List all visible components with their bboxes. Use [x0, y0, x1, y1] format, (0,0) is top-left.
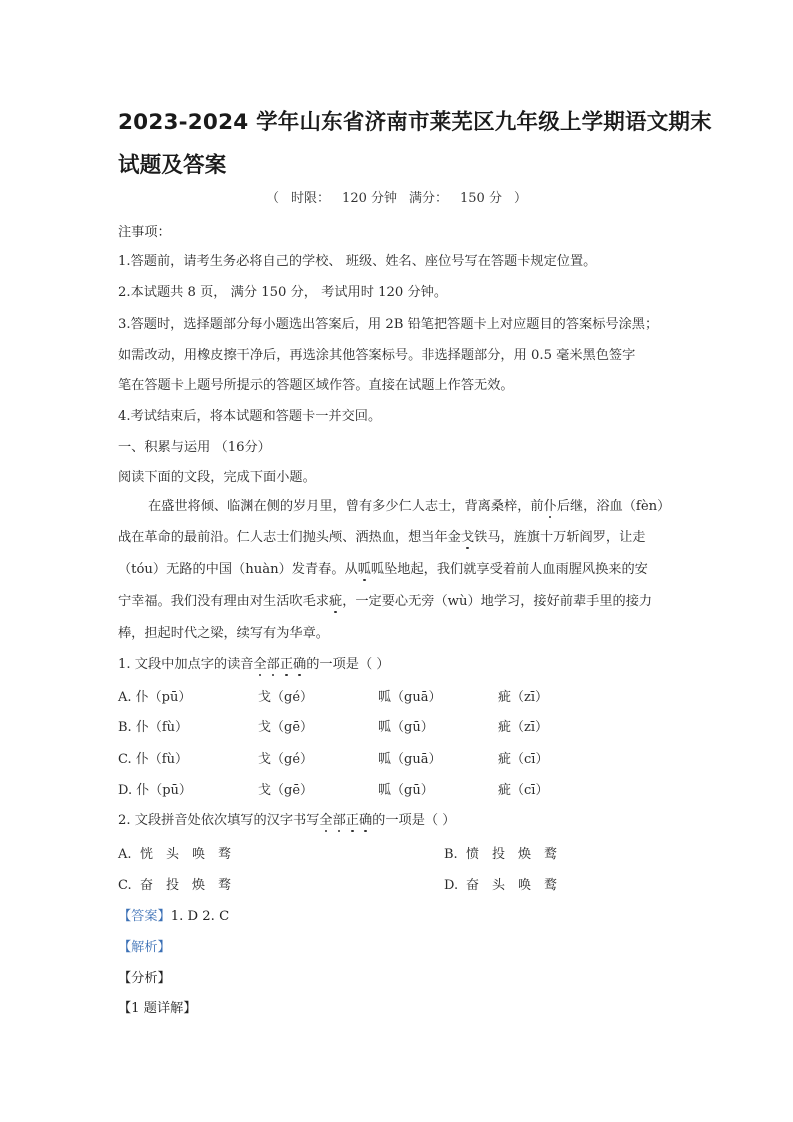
- option-char: 投: [492, 847, 506, 862]
- option-char: 奋: [466, 878, 480, 893]
- passage-text: 宁幸福。我们没有理由对生活吹毛求: [118, 594, 329, 609]
- passage-line-5: 棒，担起时代之梁，续写有为华章。: [118, 626, 329, 641]
- option-label: C.: [118, 752, 132, 767]
- option-label: B.: [444, 847, 458, 862]
- option-char: 头: [492, 878, 506, 893]
- option-item: 仆（pū）: [135, 690, 192, 705]
- q1-option-b-item-2: 戈（gē）: [258, 720, 314, 735]
- passage-line-1: [148, 495, 670, 514]
- option-char: 焕: [192, 878, 206, 893]
- fenxi-label: 【分析】: [118, 971, 171, 986]
- passage-line-2: [118, 526, 646, 545]
- option-label: A.: [118, 847, 132, 862]
- q1-option-d-item-2: 戈（gē）: [258, 783, 314, 798]
- dotted-char: 确: [293, 653, 306, 672]
- full-score-value: 150 分: [460, 191, 502, 206]
- document-title-line-2: 试题及答案: [118, 153, 227, 178]
- question-2-stem: [118, 809, 455, 828]
- question-text: 的一项是（ ）: [372, 813, 456, 828]
- option-char: 愤: [466, 847, 480, 862]
- q1-option-a-item-4: 疵（zī）: [498, 690, 549, 705]
- time-limit-label: 时限：: [291, 191, 331, 206]
- passage-line-3: [118, 558, 648, 577]
- passage-text: 后继，浴血（fèn）: [556, 499, 671, 514]
- dotted-char: 全: [253, 653, 266, 672]
- option-item: 仆（fù）: [135, 720, 189, 735]
- option-char: 投: [166, 878, 180, 893]
- dotted-char: 部: [267, 653, 280, 672]
- time-limit-value: 120 分钟: [342, 191, 397, 206]
- notice-item-3-cont-2: 笔在答题卡上题号所提示的答题区域作答。直接在试题上作答无效。: [118, 378, 514, 393]
- option-char: 唤: [518, 878, 532, 893]
- notice-item-2: 2.本试题共 8 页， 满分 150 分， 考试用时 120 分钟。: [118, 285, 448, 300]
- dotted-char: 疵: [329, 590, 342, 609]
- notice-item-1: 1.答题前，请考生务必将自己的学校、 班级、姓名、座位号写在答题卡规定位置。: [118, 254, 597, 269]
- notice-item-4: 4.考试结束后，将本试题和答题卡一并交回。: [118, 409, 382, 424]
- q1-option-a-item-2: 戈（gé）: [258, 690, 314, 705]
- option-char: 骛: [218, 847, 232, 862]
- section-1-heading: 一、积累与运用 （16分）: [118, 440, 271, 455]
- dotted-char: 部: [333, 809, 346, 828]
- q1-detail-label: 【1 题详解】: [118, 1001, 197, 1016]
- exam-meta: [0, 187, 793, 206]
- analysis-label: 【解析】: [118, 940, 171, 955]
- q2-option-d: [444, 874, 570, 893]
- q1-option-c: [118, 748, 188, 767]
- answer-line: [118, 905, 229, 924]
- q1-option-c-item-4: 疵（cī）: [498, 752, 549, 767]
- question-text: 1. 文段中加点字的读音: [118, 657, 254, 672]
- q1-option-a: [118, 686, 191, 705]
- dotted-char: 正: [346, 809, 359, 828]
- option-label: B.: [118, 720, 132, 735]
- notice-heading: 注事项：: [118, 225, 171, 240]
- dotted-char: 戈: [461, 526, 474, 545]
- answer-label: 【答案】: [118, 909, 171, 924]
- q1-option-d-item-3: 呱（gū）: [378, 783, 434, 798]
- option-char: 恍: [140, 847, 154, 862]
- passage-text: 铁马，旌旗十万斩阎罗，让走: [474, 530, 646, 545]
- option-label: A.: [118, 690, 132, 705]
- option-char: 焕: [518, 847, 532, 862]
- option-item: 仆（fù）: [135, 752, 188, 767]
- option-char: 鹜: [544, 878, 558, 893]
- notice-item-3-cont-1: 如需改动，用橡皮擦干净后，再选涂其他答案标号。非选择题部分，用 0.5 毫米黑色签字: [118, 348, 636, 363]
- q1-option-d-item-4: 疵（cī）: [498, 783, 549, 798]
- question-text: 2. 文段拼音处依次填写的汉字书写: [118, 813, 320, 828]
- option-label: D.: [118, 783, 133, 798]
- passage-text: 在盛世将倾、临渊在侧的岁月里，曾有多少仁人志士，背离桑梓，前: [148, 499, 544, 514]
- notice-item-3: 3.答题时，选择题部分每小题选出答案后，用 2B 铅笔把答题卡上对应题目的答案标号涂黑；: [118, 317, 659, 332]
- dotted-char: 确: [359, 809, 372, 828]
- q1-option-b-item-3: 呱（gū）: [378, 720, 434, 735]
- reading-instruction: 阅读下面的文段，完成下面小题。: [118, 470, 316, 485]
- passage-line-4: [118, 590, 652, 609]
- dotted-char: 呱: [358, 558, 371, 577]
- passage-text: ，一定要心无旁（wù）地学习，接好前辈手里的接力: [342, 594, 653, 609]
- q1-option-a-item-3: 呱（guā）: [378, 690, 442, 705]
- option-char: 鹜: [544, 847, 558, 862]
- option-label: D.: [444, 878, 459, 893]
- question-text: 的一项是（ ）: [306, 657, 390, 672]
- q2-option-c: [118, 874, 244, 893]
- option-char: 唤: [192, 847, 206, 862]
- meta-open-paren: （: [266, 191, 280, 206]
- q1-option-b: [118, 716, 188, 735]
- question-1-stem: [118, 653, 390, 672]
- q1-option-d: [118, 779, 192, 798]
- dotted-char: 正: [280, 653, 293, 672]
- q2-option-b: [444, 843, 570, 862]
- passage-text: 战在革命的最前沿。仁人志士们抛头颅、洒热血，想当年金: [118, 530, 461, 545]
- q2-option-a: [118, 843, 244, 862]
- meta-close-paren: ）: [513, 191, 527, 206]
- option-char: 头: [166, 847, 180, 862]
- dotted-char: 仆: [544, 495, 557, 514]
- q1-option-c-item-2: 戈（gé）: [258, 752, 314, 767]
- passage-text: 呱坠地起，我们就享受着前人血雨腥风换来的安: [370, 562, 648, 577]
- answer-value: 1. D 2. C: [170, 909, 230, 924]
- q1-option-c-item-3: 呱（guā）: [378, 752, 442, 767]
- document-title-line-1: 2023-2024 学年山东省济南市莱芜区九年级上学期语文期末: [118, 110, 712, 135]
- option-label: C.: [118, 878, 132, 893]
- option-item: 仆（pū）: [136, 783, 192, 798]
- dotted-char: 全: [319, 809, 332, 828]
- option-char: 奋: [140, 878, 154, 893]
- option-char: 骛: [218, 878, 232, 893]
- full-score-label: 满分：: [409, 191, 449, 206]
- passage-text: （tóu）无路的中国（huàn）发青春。从: [118, 562, 358, 577]
- q1-option-b-item-4: 疵（zī）: [498, 720, 549, 735]
